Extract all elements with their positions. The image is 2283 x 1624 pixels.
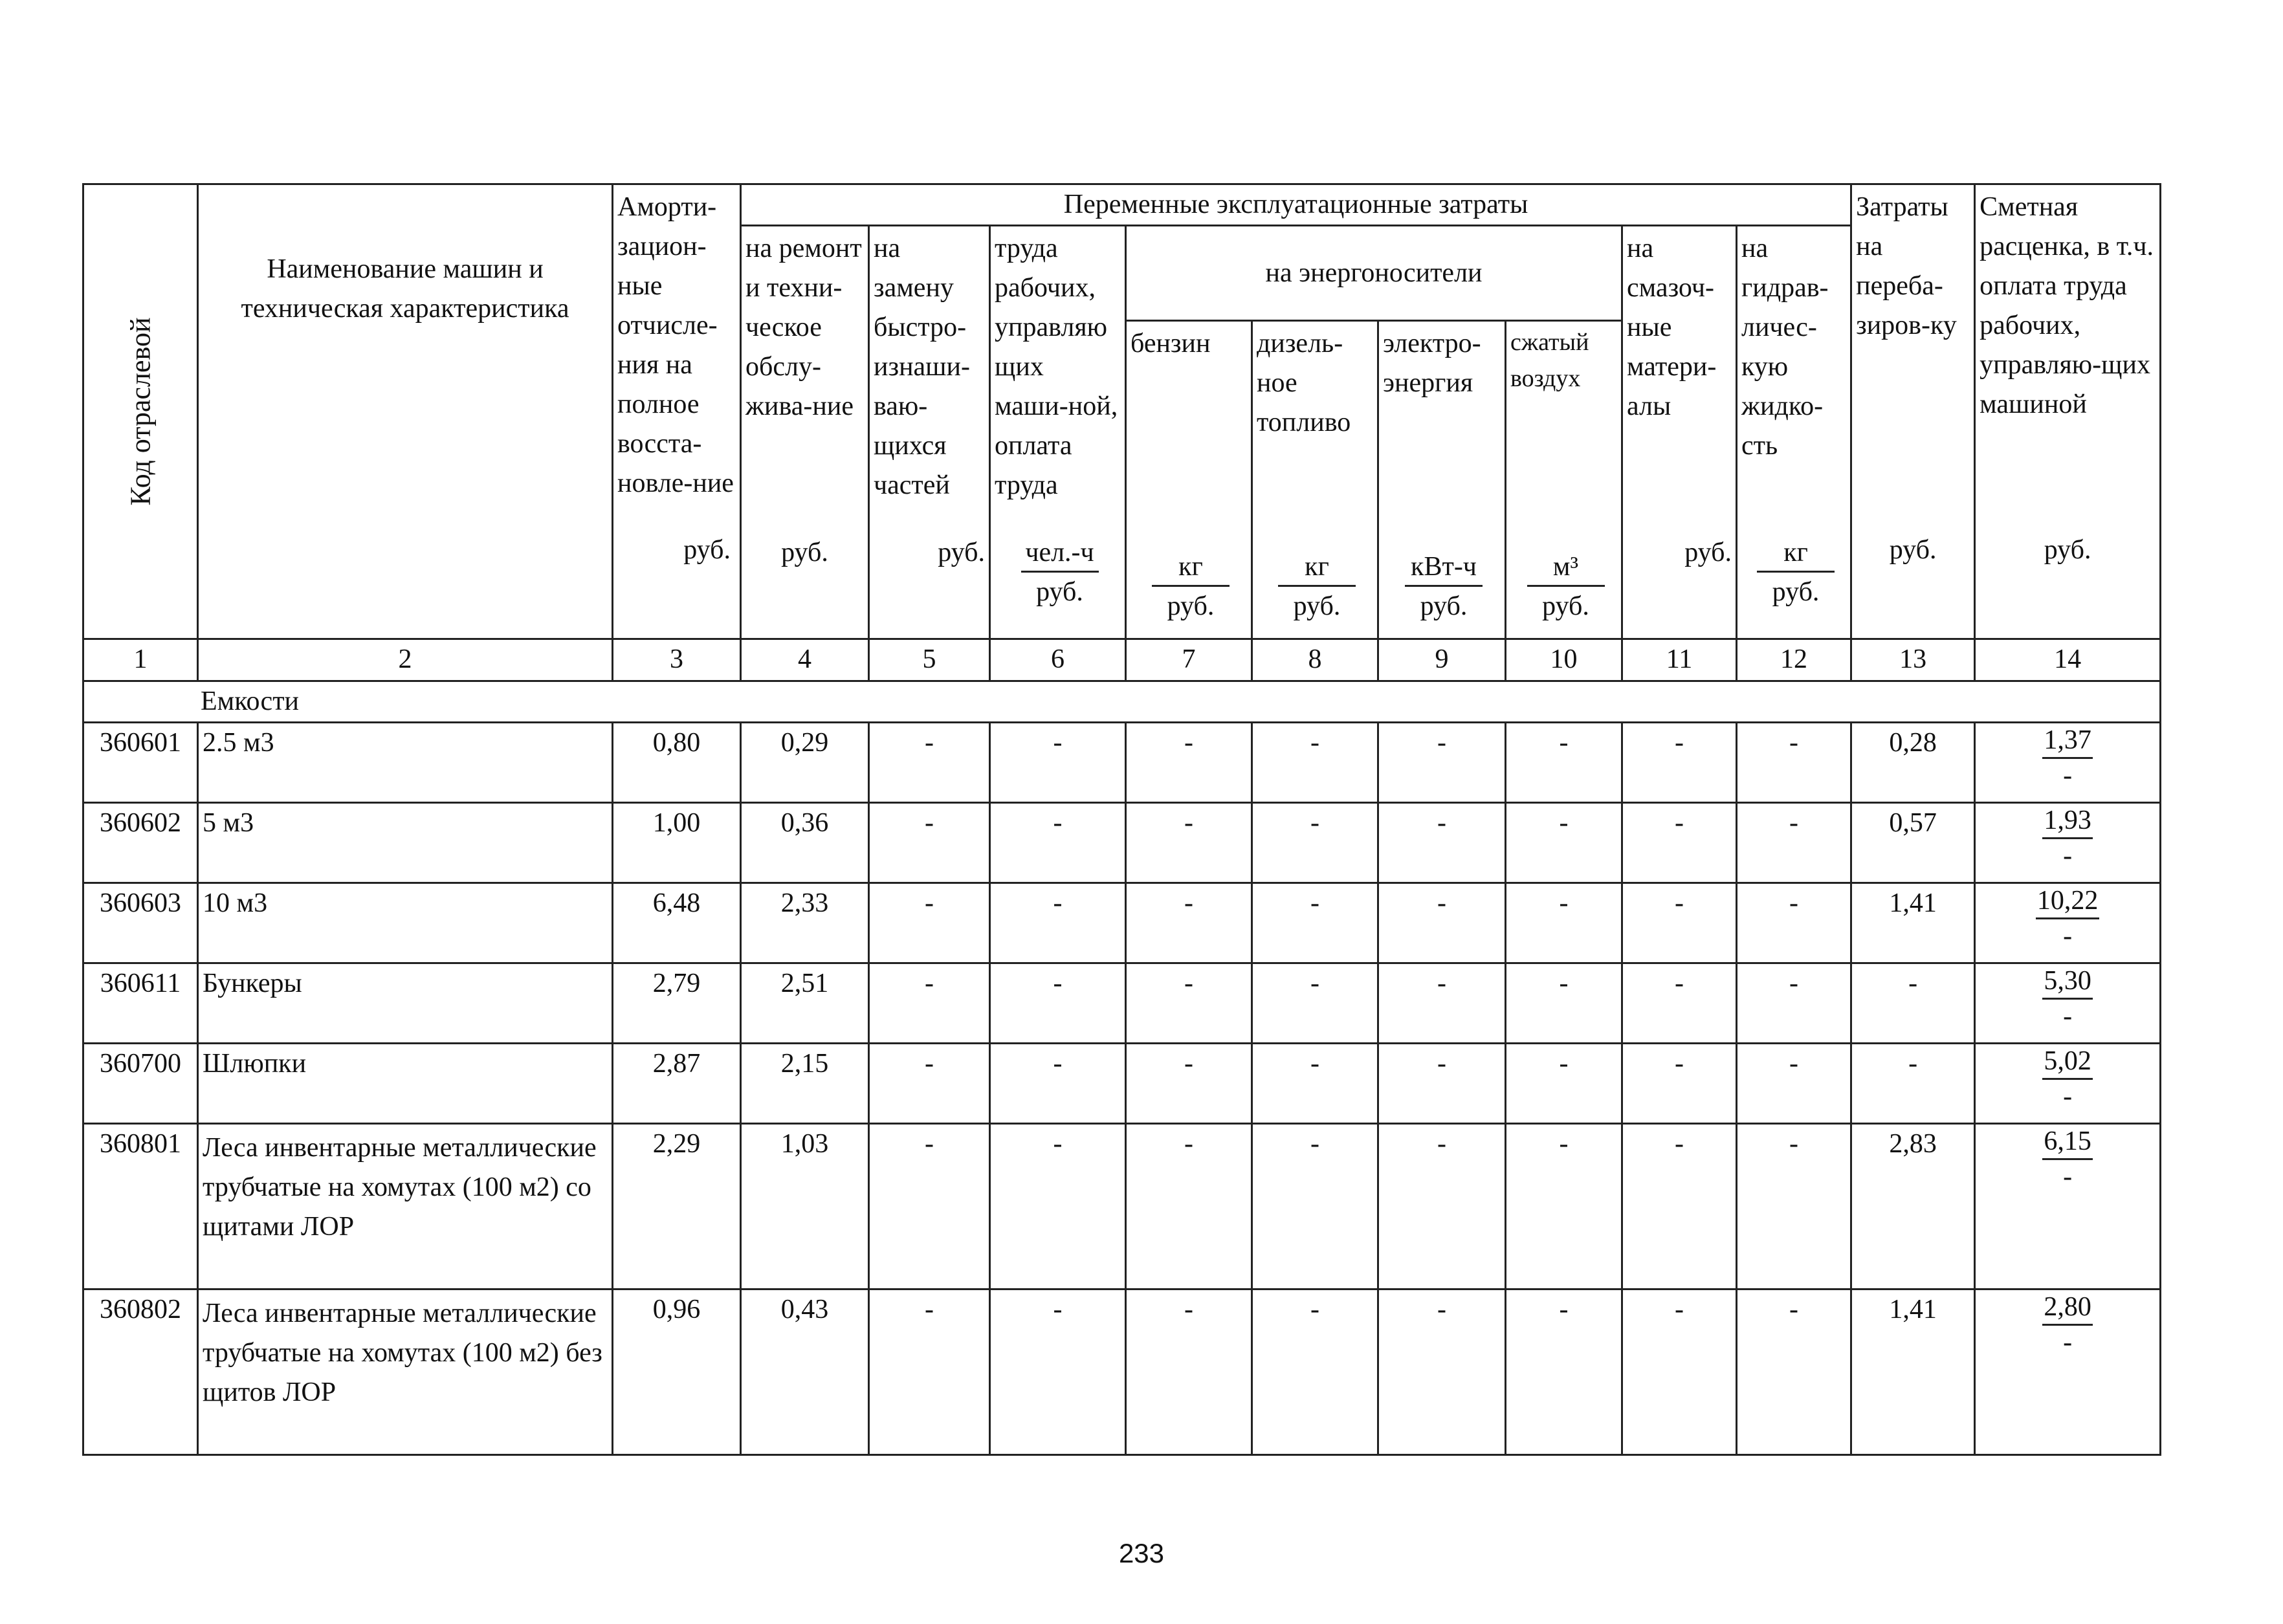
- header-hydraulic: [1737, 226, 1851, 639]
- row-value-c12: -: [1737, 1044, 1851, 1124]
- row-estimate: [1975, 963, 2161, 1044]
- header-diesel-unit-bottom: руб.: [1293, 591, 1341, 621]
- header-air-unit: [1506, 547, 1621, 626]
- row-value-c11: -: [1622, 723, 1737, 803]
- column-number: 12: [1737, 639, 1851, 681]
- row-value-c10: -: [1506, 723, 1622, 803]
- row-code: 360700: [83, 1044, 198, 1124]
- header-labor: [990, 226, 1126, 639]
- row-name: Шлюпки: [198, 1044, 613, 1124]
- row-value-c8: -: [1252, 1044, 1378, 1124]
- estimate-fraction: [2036, 884, 2100, 953]
- row-value-c7: -: [1126, 723, 1252, 803]
- header-labor-unit-bottom: руб.: [1036, 577, 1083, 607]
- column-number: 5: [869, 639, 990, 681]
- group-title-cell: [83, 681, 2161, 723]
- row-value-c11: -: [1622, 1124, 1737, 1289]
- header-diesel-label: дизель-ное топливо: [1257, 329, 1351, 437]
- row-name: 5 м3: [198, 803, 613, 883]
- row-value-c3: 2,29: [613, 1124, 741, 1289]
- row-value-c3: 1,00: [613, 803, 741, 883]
- row-value-c5: -: [869, 963, 990, 1044]
- row-value-c4: 2,51: [741, 963, 869, 1044]
- row-value-c7: -: [1126, 963, 1252, 1044]
- row-value-c12: -: [1737, 883, 1851, 963]
- row-value-c13: -: [1851, 963, 1975, 1044]
- column-number: 1: [83, 639, 198, 681]
- row-value-c6: -: [990, 963, 1126, 1044]
- estimate-fraction: [2042, 804, 2093, 873]
- estimate-total: 6,15: [2042, 1125, 2093, 1160]
- group-title: Емкости: [201, 686, 300, 716]
- header-amortization: [613, 184, 741, 639]
- row-value-c8: -: [1252, 803, 1378, 883]
- page-number: 233: [1118, 1538, 1165, 1568]
- header-estimate: [1975, 184, 2161, 639]
- row-value-c3: 0,96: [613, 1289, 741, 1455]
- header-electricity-label: электро-энергия: [1383, 329, 1481, 398]
- header-repair-unit: руб.: [781, 538, 828, 567]
- row-value-c9: -: [1378, 1124, 1506, 1289]
- row-value-c9: -: [1378, 1044, 1506, 1124]
- header-electricity-unit-top: кВт-ч: [1405, 549, 1483, 587]
- estimate-total: 1,37: [2042, 723, 2093, 759]
- row-value-c13: 1,41: [1851, 883, 1975, 963]
- row-value-c5: -: [869, 1289, 990, 1455]
- row-value-c4: 0,43: [741, 1289, 869, 1455]
- header-relocation-unit: руб.: [1889, 535, 1937, 565]
- table-row: [83, 963, 2161, 1044]
- row-value-c5: -: [869, 803, 990, 883]
- table-row: [83, 1124, 2161, 1289]
- row-estimate: [1975, 723, 2161, 803]
- table-row: [83, 1044, 2161, 1124]
- row-value-c6: -: [990, 1124, 1126, 1289]
- row-value-c13: 0,57: [1851, 803, 1975, 883]
- row-name: Бункеры: [198, 963, 613, 1044]
- row-value-c4: 0,36: [741, 803, 869, 883]
- row-value-c10: -: [1506, 883, 1622, 963]
- row-value-c3: 2,87: [613, 1044, 741, 1124]
- row-value-c10: -: [1506, 963, 1622, 1044]
- estimate-total: 1,93: [2042, 804, 2093, 839]
- row-estimate: [1975, 1124, 2161, 1289]
- header-petrol-unit-bottom: руб.: [1167, 591, 1215, 621]
- row-estimate: [1975, 1044, 2161, 1124]
- row-estimate: [1975, 803, 2161, 883]
- column-number: 3: [613, 639, 741, 681]
- header-diesel-unit-top: кг: [1278, 549, 1356, 587]
- row-value-c3: 2,79: [613, 963, 741, 1044]
- column-number-row: [83, 639, 2161, 681]
- row-value-c6: -: [990, 1289, 1126, 1455]
- estimate-total: 10,22: [2036, 884, 2100, 919]
- row-value-c10: -: [1506, 1044, 1622, 1124]
- row-code: 360601: [83, 723, 198, 803]
- header-relocation-label: Затраты на переба-зиров-ку: [1856, 192, 1957, 340]
- column-number: 13: [1851, 639, 1975, 681]
- header-code-label: Код отраслевой: [124, 317, 157, 506]
- header-parts: [869, 226, 990, 639]
- header-air: [1506, 321, 1622, 639]
- header-electricity: [1378, 321, 1506, 639]
- header-diesel-unit: [1253, 547, 1377, 626]
- header-air-unit-bottom: руб.: [1542, 591, 1589, 621]
- row-estimate: [1975, 1289, 2161, 1455]
- estimate-labor: -: [2063, 1082, 2073, 1112]
- row-value-c6: -: [990, 883, 1126, 963]
- row-value-c11: -: [1622, 803, 1737, 883]
- row-value-c9: -: [1378, 883, 1506, 963]
- row-code: 360801: [83, 1124, 198, 1289]
- row-value-c8: -: [1252, 1124, 1378, 1289]
- estimate-fraction: [2042, 1125, 2093, 1194]
- header-name-label: Наименование машин и техническая характеристика: [241, 254, 569, 324]
- row-value-c9: -: [1378, 963, 1506, 1044]
- row-value-c6: -: [990, 803, 1126, 883]
- row-value-c7: -: [1126, 1289, 1252, 1455]
- row-name: Леса инвентарные металлические трубчатые на хомутах (100 м2) со щитами ЛОР: [198, 1124, 613, 1289]
- estimate-fraction: [2042, 1044, 2093, 1114]
- row-value-c3: 0,80: [613, 723, 741, 803]
- header-petrol: [1126, 321, 1252, 639]
- column-number: 8: [1252, 639, 1378, 681]
- estimate-fraction: [2042, 964, 2093, 1033]
- header-petrol-label: бензин: [1130, 329, 1211, 358]
- header-petrol-unit: [1127, 547, 1251, 626]
- estimate-labor: -: [2063, 921, 2073, 951]
- row-value-c5: -: [869, 883, 990, 963]
- row-value-c5: -: [869, 1044, 990, 1124]
- row-value-c9: -: [1378, 803, 1506, 883]
- row-value-c8: -: [1252, 883, 1378, 963]
- header-amortization-unit: руб.: [683, 535, 731, 565]
- column-number: 7: [1126, 639, 1252, 681]
- row-value-c4: 2,33: [741, 883, 869, 963]
- row-value-c10: -: [1506, 1289, 1622, 1455]
- estimate-labor: -: [2063, 1328, 2073, 1357]
- row-value-c11: -: [1622, 1044, 1737, 1124]
- header-estimate-label: Сметная расценка, в т.ч. оплата труда рабочих, управляю-щих машиной: [1980, 192, 2154, 419]
- header-energy: [1126, 226, 1622, 321]
- row-value-c13: 2,83: [1851, 1124, 1975, 1289]
- row-value-c5: -: [869, 1124, 990, 1289]
- row-value-c12: -: [1737, 803, 1851, 883]
- header-hydraulic-label: на гидрав-личес-кую жидко-сть: [1741, 234, 1829, 461]
- row-value-c8: -: [1252, 723, 1378, 803]
- row-code: 360802: [83, 1289, 198, 1455]
- column-number: 10: [1506, 639, 1622, 681]
- row-name: Леса инвентарные металлические трубчатые на хомутах (100 м2) без щитов ЛОР: [198, 1289, 613, 1455]
- row-value-c10: -: [1506, 803, 1622, 883]
- header-energy-label: на энергоносители: [1265, 258, 1483, 288]
- header-lubricants-unit: руб.: [1684, 538, 1732, 567]
- estimate-labor: -: [2063, 1162, 2073, 1192]
- row-value-c7: -: [1126, 1124, 1252, 1289]
- estimate-total: 2,80: [2042, 1290, 2093, 1326]
- row-value-c8: -: [1252, 1289, 1378, 1455]
- row-value-c5: -: [869, 723, 990, 803]
- header-amortization-label: Аморти-зацион-ные отчисле-ния на полное восста-новле-ние: [617, 192, 734, 498]
- table-row: [83, 1289, 2161, 1455]
- header-labor-label: труда рабочих, управляю щих маши-ной, оплата труда: [995, 234, 1118, 500]
- row-value-c3: 6,48: [613, 883, 741, 963]
- column-number: 9: [1378, 639, 1506, 681]
- machine-cost-table: [82, 183, 2161, 1456]
- header-air-unit-top: м³: [1527, 549, 1605, 587]
- row-code: 360603: [83, 883, 198, 963]
- table-row: [83, 803, 2161, 883]
- group-row: [83, 681, 2161, 723]
- table-body: [83, 723, 2161, 1455]
- table-row: [83, 883, 2161, 963]
- row-name: 10 м3: [198, 883, 613, 963]
- row-name: 2.5 м3: [198, 723, 613, 803]
- header-variable-costs-label: Переменные эксплуатационные затраты: [1063, 190, 1528, 219]
- row-value-c13: 1,41: [1851, 1289, 1975, 1455]
- row-value-c6: -: [990, 1044, 1126, 1124]
- header-labor-unit: [991, 533, 1125, 612]
- header-labor-unit-top: чел.-ч: [1021, 534, 1099, 573]
- header-electricity-unit-bottom: руб.: [1420, 591, 1468, 621]
- row-value-c4: 0,29: [741, 723, 869, 803]
- row-value-c12: -: [1737, 1124, 1851, 1289]
- header-air-label: сжатый воздух: [1510, 329, 1589, 392]
- row-value-c12: -: [1737, 1289, 1851, 1455]
- row-value-c8: -: [1252, 963, 1378, 1044]
- header-electricity-unit: [1379, 547, 1505, 626]
- header-hydraulic-unit-top: кг: [1757, 534, 1835, 573]
- row-value-c9: -: [1378, 1289, 1506, 1455]
- column-number: 14: [1975, 639, 2161, 681]
- row-value-c7: -: [1126, 1044, 1252, 1124]
- header-repair-label: на ремонт и техни-ческое обслу-жива-ние: [745, 234, 862, 421]
- row-value-c12: -: [1737, 963, 1851, 1044]
- header-parts-label: на замену быстро-изнаши-ваю-щихся частей: [874, 234, 970, 500]
- row-value-c12: -: [1737, 723, 1851, 803]
- row-value-c6: -: [990, 723, 1126, 803]
- estimate-total: 5,02: [2042, 1044, 2093, 1080]
- header-variable-costs: [741, 184, 1851, 226]
- header-diesel: [1252, 321, 1378, 639]
- estimate-total: 5,30: [2042, 964, 2093, 1000]
- row-code: 360611: [83, 963, 198, 1044]
- header-petrol-unit-top: кг: [1152, 549, 1230, 587]
- header-relocation: [1851, 184, 1975, 639]
- header-hydraulic-unit-bottom: руб.: [1772, 577, 1820, 607]
- header-lubricants: [1622, 226, 1737, 639]
- row-value-c11: -: [1622, 883, 1737, 963]
- header-hydraulic-unit: [1737, 533, 1850, 612]
- column-number: 4: [741, 639, 869, 681]
- row-value-c13: -: [1851, 1044, 1975, 1124]
- header-lubricants-label: на смазоч-ные матери-алы: [1627, 234, 1717, 421]
- table-row: [83, 723, 2161, 803]
- row-value-c11: -: [1622, 963, 1737, 1044]
- estimate-fraction: [2042, 723, 2093, 793]
- estimate-labor: -: [2063, 761, 2073, 791]
- estimate-labor: -: [2063, 841, 2073, 871]
- row-value-c11: -: [1622, 1289, 1737, 1455]
- header-parts-unit: руб.: [938, 538, 985, 567]
- row-value-c7: -: [1126, 883, 1252, 963]
- row-estimate: [1975, 883, 2161, 963]
- column-number: 11: [1622, 639, 1737, 681]
- estimate-fraction: [2042, 1290, 2093, 1359]
- row-value-c7: -: [1126, 803, 1252, 883]
- header-repair: [741, 226, 869, 639]
- header-code: [83, 184, 198, 639]
- column-number: 6: [990, 639, 1126, 681]
- estimate-labor: -: [2063, 1002, 2073, 1031]
- column-number: 2: [198, 639, 613, 681]
- header-name: [198, 184, 613, 639]
- row-value-c4: 2,15: [741, 1044, 869, 1124]
- row-value-c13: 0,28: [1851, 723, 1975, 803]
- row-code: 360602: [83, 803, 198, 883]
- row-value-c10: -: [1506, 1124, 1622, 1289]
- row-value-c9: -: [1378, 723, 1506, 803]
- header-estimate-unit: руб.: [2044, 535, 2091, 565]
- row-value-c4: 1,03: [741, 1124, 869, 1289]
